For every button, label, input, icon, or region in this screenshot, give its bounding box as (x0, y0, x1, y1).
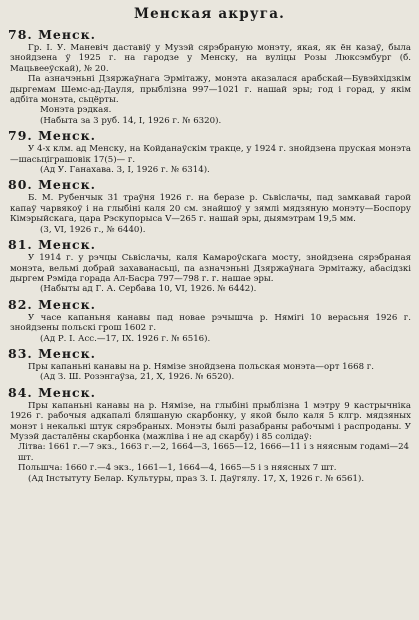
entry-paragraph: У 4-х клм. ад Менску, на Койданаўскім тракце, у 1924 г. знойдзена пруская монэта—шасьціграшовік 17(5)— г. (10, 144, 411, 165)
entry-paragraph: (Ад Інстытуту Белар. Культуры, праз З. І. Даўгялу. 17, Х, 1926 г. № 6561). (28, 473, 365, 484)
entry (8, 237, 411, 295)
entry-body (8, 313, 411, 344)
entry-heading: 84. Менск. (8, 384, 97, 400)
entry-source-line: (Набыта за 3 руб. 14, І, 1926 г. № 6320). (40, 115, 222, 126)
entry-heading: 78. Менск. (8, 27, 97, 42)
entry-body (8, 193, 411, 235)
entry-source-line: (Набыты ад Г. А. Сербава 10, VI, 1926. № 6442). (40, 284, 257, 295)
entry-source-line: Монэта рэдкая. (40, 105, 112, 116)
entries-list (8, 27, 411, 484)
entry (8, 27, 411, 126)
entry-body (8, 401, 411, 484)
entry-body (8, 362, 411, 383)
entry-source-line: (Ад З. Ш. Розэнгаўза, 21, Х, 1926. № 6520). (40, 372, 235, 383)
entry-paragraph: Гр. І. У. Маневіч даставіў у Музэй сярэбраную монэту, якая, як ён казаў, была знойдзена ў 1925 г. на гародзе у Менску, на вуліцы Розы Люксэмбург (б. Мацьвееўскай), № 20. (10, 43, 411, 74)
entry-list-line: Літва: 1661 г.—7 экз., 1663 г.—2, 1664—3, 1665—12, 1666—11 і з няясным годамі—24 шт. (18, 442, 410, 463)
entry-paragraph: У 1914 г. у рэчцы Сьвіслачы, каля Камароўскага мосту, знойдзена сярэбраная монэта, вельмі добрай захаванасьці, па азначэньні Дзяржаўнага Эрмітажу, абасідзкі дыргем Рэміда горада Ал-Басра 797—798 г. г. нашае эры. (10, 253, 411, 284)
entry-list-line: Польшча: 1660 г.—4 экз., 1661—1, 1664—4, 1665—5 і з няясных 7 шт. (18, 463, 337, 474)
entry-paragraph: Б. М. Рубенчык 31 траўня 1926 г. на беразе р. Сьвіслачы, пад замкавай гарой капаў чарвякоў і на глыбіні каля 20 см. знайшоў у зямлі мядзяную монэту—Боспору Кімэрыйскага, цара Рэскупорыса V—265 г. нашай эры, дыямэтрам 19,5 мм. (10, 193, 411, 225)
entry-body (8, 144, 411, 175)
entry-source-line: (Ад У. Ганахава. 3, І, 1926 г. № 6314). (40, 165, 210, 176)
entry-source-line: (3, VI, 1926 г., № 6440). (40, 224, 146, 235)
entry (8, 297, 411, 344)
entry-source-line: (Ад Р. І. Асс.—17, ІХ. 1926 г. № 6516). (40, 333, 211, 344)
page-title: Менская акруга. (133, 6, 286, 22)
entry-heading: 81. Менск. (8, 237, 97, 253)
entry-body (8, 253, 411, 295)
entry-body (8, 43, 411, 126)
entry-paragraph: Па азначэньні Дзяржаўнага Эрмітажу, монэта аказалася арабскай—Бувэйхідзкім дыргемам Шемс-ад-Дауля, прыблізна 997—1021 г. нашай эры; год і горад, у якім адбіта монэта, сьцёрты. (10, 74, 411, 106)
entry (8, 177, 411, 235)
entry (8, 346, 411, 383)
entry (8, 385, 411, 484)
entry-paragraph: Пры капаньні канавы на р. Нямізе, на глыбіні прыблізна 1 мэтру 9 кастрычніка 1926 г. рабочыя адкапалі бляшаную скарбонку, у якой было каля 5 клгр. мядзяных монэт і некалькі штук сярэбраных. Монэты былі разабраны рабочымі і распроданы. У Музэй дасталёны скарбонка (мажліва і не ад скарбу) і 85 солідаў: (10, 400, 411, 442)
entry-heading: 80. Менск. (8, 177, 97, 193)
entry-heading: 82. Менск. (8, 296, 97, 312)
entry-paragraph: У часе капаньня канавы пад новае рэчышча р. Нямігі 10 верасьня 1926 г. знойдзены польскі грош 1602 г. (10, 312, 411, 334)
entry-paragraph: Пры капаньні канавы на р. Нямізе знойдзена польская монэта—орт 1668 г. (28, 361, 375, 372)
entry-heading: 79. Менск. (8, 128, 97, 144)
entry-heading: 83. Менск. (8, 345, 97, 361)
entry (8, 128, 411, 175)
